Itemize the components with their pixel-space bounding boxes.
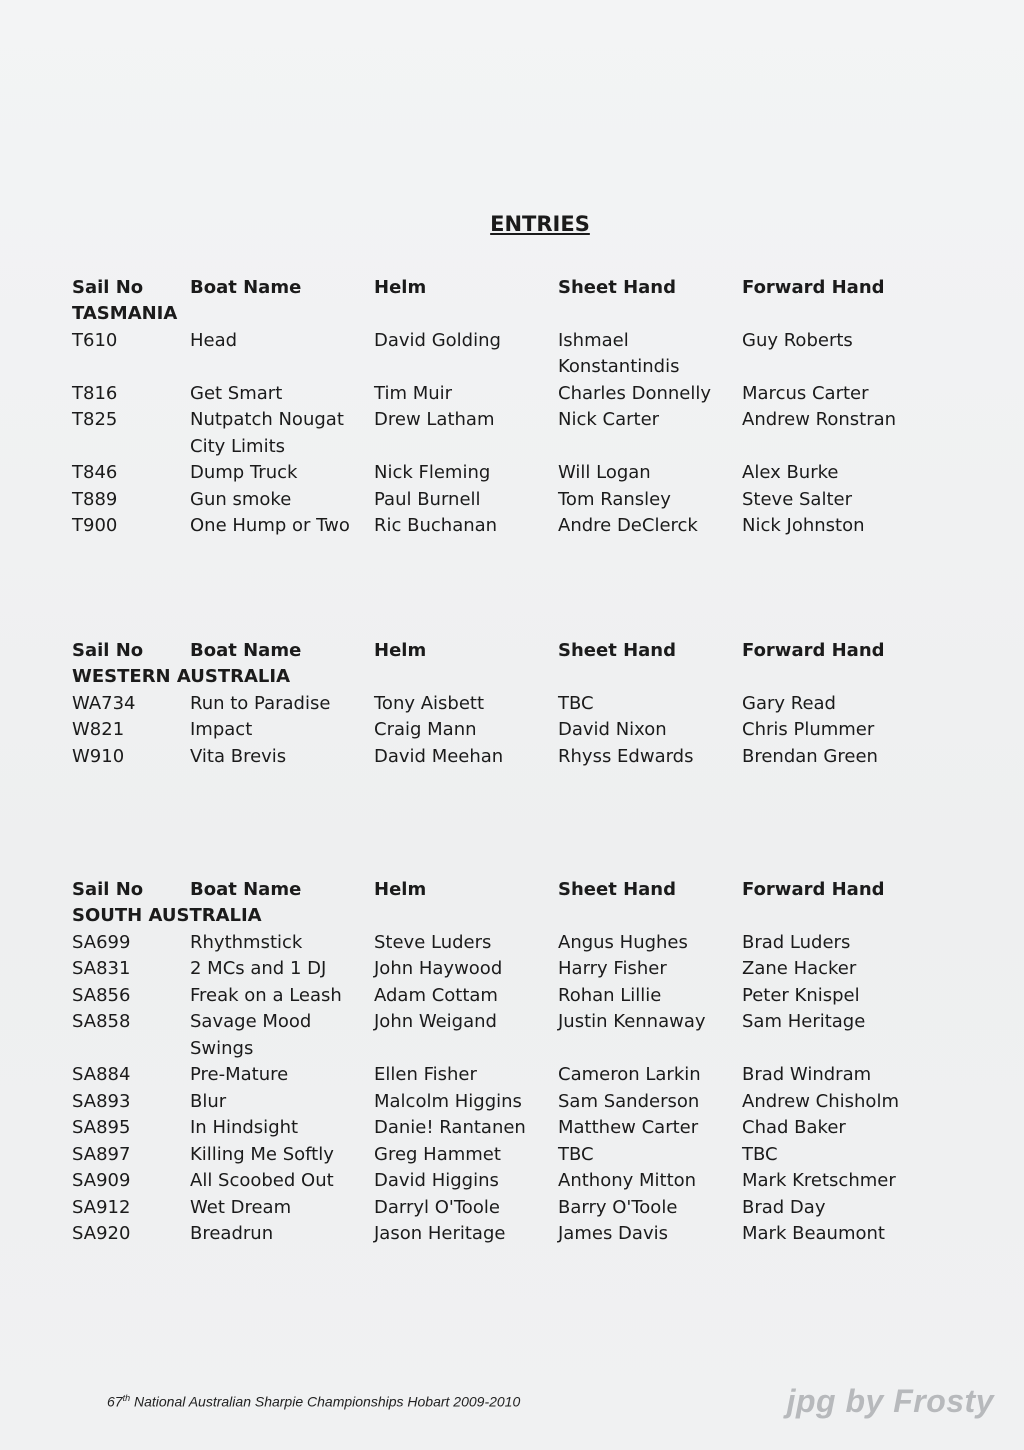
cell-boat bbox=[190, 460, 297, 487]
cell-forward bbox=[742, 1009, 865, 1036]
cell-line: T816 bbox=[72, 382, 118, 404]
cell-line: Run to Paradise bbox=[190, 692, 331, 714]
cell-line: SA909 bbox=[72, 1170, 131, 1191]
column-header-sail-no: Sail No bbox=[72, 640, 144, 661]
cell-boat bbox=[190, 513, 350, 540]
cell-sail bbox=[72, 1195, 130, 1222]
column-header-helm: Helm bbox=[374, 640, 427, 661]
cell-helm bbox=[374, 956, 502, 983]
cell-line: John Weigand bbox=[374, 1011, 497, 1032]
cell-sail bbox=[72, 381, 117, 408]
cell-line: Marcus Carter bbox=[742, 382, 869, 404]
cell-line: Savage Mood bbox=[190, 1011, 312, 1032]
cell-sheet bbox=[558, 930, 688, 957]
watermark: jpg by Frosty bbox=[786, 1383, 994, 1419]
cell-line: Head bbox=[190, 329, 238, 351]
cell-line: W821 bbox=[72, 719, 125, 740]
cell-helm bbox=[374, 930, 491, 957]
cell-line: SA912 bbox=[72, 1196, 131, 1218]
cell-line: Blur bbox=[190, 1090, 227, 1112]
table-row bbox=[72, 744, 972, 771]
cell-sheet bbox=[558, 983, 661, 1010]
cell-helm bbox=[374, 381, 452, 408]
cell-sheet bbox=[558, 691, 594, 718]
cell-line: Nutpatch Nougat bbox=[190, 409, 344, 430]
cell-line: Angus Hughes bbox=[558, 931, 688, 953]
cell-helm bbox=[374, 983, 498, 1010]
cell-helm bbox=[374, 407, 494, 434]
cell-line: Nick Carter bbox=[558, 409, 660, 430]
cell-line: Brad Luders bbox=[742, 931, 851, 953]
cell-forward bbox=[742, 513, 865, 540]
cell-boat bbox=[190, 407, 344, 460]
cell-boat bbox=[190, 717, 252, 744]
cell-line: T889 bbox=[72, 488, 118, 510]
cell-sheet bbox=[558, 1009, 706, 1036]
cell-line: Peter Knispel bbox=[742, 984, 860, 1006]
cell-line: Tom Ransley bbox=[558, 488, 671, 510]
cell-line: Chad Baker bbox=[742, 1117, 846, 1138]
cell-forward bbox=[742, 1168, 896, 1195]
cell-sheet bbox=[558, 744, 693, 771]
cell-helm bbox=[374, 1142, 501, 1169]
cell-line: Gun smoke bbox=[190, 488, 292, 510]
cell-boat bbox=[190, 956, 326, 983]
cell-sheet bbox=[558, 487, 671, 514]
cell-sail bbox=[72, 956, 130, 983]
cell-forward bbox=[742, 1115, 846, 1142]
cell-line: Matthew Carter bbox=[558, 1117, 699, 1138]
cell-boat bbox=[190, 1009, 311, 1062]
cell-helm bbox=[374, 1195, 500, 1222]
cell-line: Cameron Larkin bbox=[558, 1064, 701, 1085]
cell-forward bbox=[742, 460, 838, 487]
cell-boat bbox=[190, 487, 291, 514]
cell-sheet bbox=[558, 328, 679, 381]
cell-sail bbox=[72, 328, 117, 355]
cell-line: Malcolm Higgins bbox=[374, 1090, 522, 1112]
cell-sheet bbox=[558, 513, 698, 540]
cell-line: W910 bbox=[72, 745, 125, 767]
cell-line: Tony Aisbett bbox=[374, 692, 485, 714]
column-header-boat-name: Boat Name bbox=[190, 879, 302, 900]
cell-boat bbox=[190, 1168, 334, 1195]
footer-caption bbox=[107, 1393, 520, 1410]
cell-line: TBC bbox=[558, 692, 594, 714]
footer-text: National Australian Sharpie Championships Hobart 2009-2010 bbox=[130, 1393, 521, 1410]
cell-line: Darryl O'Toole bbox=[374, 1196, 500, 1218]
cell-line: David Nixon bbox=[558, 719, 667, 740]
cell-line: Andrew Ronstran bbox=[742, 409, 897, 430]
cell-line: Charles Donnelly bbox=[558, 382, 711, 404]
cell-forward bbox=[742, 983, 860, 1010]
table-row bbox=[72, 983, 972, 1010]
column-header-forward-hand: Forward Hand bbox=[742, 277, 885, 298]
table-row bbox=[72, 1142, 972, 1169]
table-row bbox=[72, 1168, 972, 1195]
cell-forward bbox=[742, 1195, 825, 1222]
cell-line: T825 bbox=[72, 409, 118, 430]
cell-line: Ellen Fisher bbox=[374, 1064, 477, 1085]
cell-helm bbox=[374, 1062, 477, 1089]
cell-line: Danie! Rantanen bbox=[374, 1117, 526, 1138]
cell-line: WA734 bbox=[72, 692, 136, 714]
cell-sheet bbox=[558, 956, 667, 983]
cell-sheet bbox=[558, 460, 651, 487]
cell-sheet bbox=[558, 1195, 677, 1222]
column-header-boat-name: Boat Name bbox=[190, 277, 302, 298]
table-header-row bbox=[72, 638, 972, 664]
cell-line: David Higgins bbox=[374, 1170, 499, 1191]
column-header-forward-hand: Forward Hand bbox=[742, 640, 885, 661]
cell-helm bbox=[374, 691, 484, 718]
table-row bbox=[72, 460, 972, 487]
cell-helm bbox=[374, 1168, 499, 1195]
cell-boat bbox=[190, 1062, 288, 1089]
cell-line: Jason Heritage bbox=[374, 1223, 506, 1244]
cell-forward bbox=[742, 1221, 885, 1248]
cell-sheet bbox=[558, 1062, 701, 1089]
column-header-forward-hand: Forward Hand bbox=[742, 879, 885, 900]
cell-boat bbox=[190, 930, 302, 957]
cell-line: Breadrun bbox=[190, 1223, 274, 1244]
cell-sail bbox=[72, 513, 117, 540]
cell-line: T900 bbox=[72, 515, 118, 536]
table-row bbox=[72, 930, 972, 957]
cell-line: Sam Sanderson bbox=[558, 1090, 700, 1112]
cell-line: Brad Windram bbox=[742, 1064, 872, 1085]
cell-line: Konstantindis bbox=[558, 356, 680, 377]
cell-line: City Limits bbox=[190, 435, 286, 457]
region-heading: TASMANIA bbox=[72, 303, 178, 324]
column-header-sail-no: Sail No bbox=[72, 277, 144, 298]
cell-line: In Hindsight bbox=[190, 1117, 299, 1138]
cell-boat bbox=[190, 328, 237, 355]
cell-line: Mark Kretschmer bbox=[742, 1170, 896, 1191]
cell-line: T610 bbox=[72, 329, 118, 351]
cell-line: T846 bbox=[72, 462, 118, 483]
cell-helm bbox=[374, 513, 497, 540]
cell-line: Tim Muir bbox=[374, 382, 453, 404]
cell-helm bbox=[374, 1089, 522, 1116]
cell-sail bbox=[72, 717, 124, 744]
cell-boat bbox=[190, 1115, 298, 1142]
cell-line: SA858 bbox=[72, 1011, 131, 1032]
cell-line: David Meehan bbox=[374, 745, 504, 767]
cell-line: TBC bbox=[558, 1143, 594, 1165]
cell-line: SA897 bbox=[72, 1143, 131, 1165]
cell-line: Chris Plummer bbox=[742, 719, 875, 740]
cell-sail bbox=[72, 1142, 130, 1169]
cell-line: Craig Mann bbox=[374, 719, 477, 740]
column-header-sheet-hand: Sheet Hand bbox=[558, 879, 676, 900]
cell-line: Barry O'Toole bbox=[558, 1196, 678, 1218]
table-header-row bbox=[72, 275, 972, 301]
cell-line: SA884 bbox=[72, 1064, 131, 1085]
cell-sail bbox=[72, 691, 135, 718]
footer-ordinal-suffix: th bbox=[122, 1393, 131, 1403]
cell-sheet bbox=[558, 1221, 668, 1248]
cell-forward bbox=[742, 744, 878, 771]
cell-line: Nick Fleming bbox=[374, 462, 491, 483]
cell-boat bbox=[190, 1089, 226, 1116]
cell-sheet bbox=[558, 1089, 699, 1116]
cell-sail bbox=[72, 1089, 130, 1116]
region-heading: WESTERN AUSTRALIA bbox=[72, 666, 291, 687]
table-row bbox=[72, 1009, 972, 1062]
column-header-sheet-hand: Sheet Hand bbox=[558, 277, 676, 298]
cell-line: Nick Johnston bbox=[742, 515, 865, 536]
cell-line: SA699 bbox=[72, 931, 131, 953]
cell-line: David Golding bbox=[374, 329, 501, 351]
entries-section-south-australia bbox=[72, 877, 972, 1248]
cell-line: Vita Brevis bbox=[190, 745, 287, 767]
cell-line: Anthony Mitton bbox=[558, 1170, 697, 1191]
table-row bbox=[72, 381, 972, 408]
cell-forward bbox=[742, 1142, 778, 1169]
cell-sheet bbox=[558, 381, 711, 408]
cell-sail bbox=[72, 407, 117, 434]
cell-line: Steve Luders bbox=[374, 931, 492, 953]
cell-line: Dump Truck bbox=[190, 462, 298, 483]
cell-sail bbox=[72, 1062, 130, 1089]
table-row bbox=[72, 407, 972, 460]
column-header-helm: Helm bbox=[374, 879, 427, 900]
cell-line: Andre DeClerck bbox=[558, 515, 698, 536]
cell-line: John Haywood bbox=[374, 958, 503, 979]
cell-line: Alex Burke bbox=[742, 462, 839, 483]
cell-line: SA920 bbox=[72, 1223, 131, 1244]
cell-boat bbox=[190, 381, 282, 408]
cell-boat bbox=[190, 1221, 273, 1248]
footer-ordinal-number: 67 bbox=[107, 1393, 123, 1410]
cell-line: Ric Buchanan bbox=[374, 515, 498, 536]
cell-line: Gary Read bbox=[742, 692, 836, 714]
cell-forward bbox=[742, 328, 853, 355]
cell-boat bbox=[190, 691, 330, 718]
table-row bbox=[72, 1062, 972, 1089]
cell-sail bbox=[72, 1221, 130, 1248]
cell-boat bbox=[190, 1195, 291, 1222]
cell-line: Rhyss Edwards bbox=[558, 745, 694, 767]
table-row bbox=[72, 1115, 972, 1142]
cell-forward bbox=[742, 956, 856, 983]
cell-line: Pre-Mature bbox=[190, 1064, 289, 1085]
cell-sail bbox=[72, 930, 130, 957]
table-row bbox=[72, 1221, 972, 1248]
column-header-boat-name: Boat Name bbox=[190, 640, 302, 661]
cell-line: Harry Fisher bbox=[558, 958, 667, 979]
cell-sail bbox=[72, 1115, 130, 1142]
cell-boat bbox=[190, 983, 342, 1010]
cell-sail bbox=[72, 744, 124, 771]
cell-line: Ishmael bbox=[558, 329, 629, 351]
cell-boat bbox=[190, 1142, 334, 1169]
cell-line: TBC bbox=[742, 1143, 778, 1165]
cell-line: All Scoobed Out bbox=[190, 1170, 334, 1191]
cell-sail bbox=[72, 460, 117, 487]
column-header-sheet-hand: Sheet Hand bbox=[558, 640, 676, 661]
page-title: ENTRIES bbox=[490, 212, 590, 236]
cell-line: Sam Heritage bbox=[742, 1011, 866, 1032]
cell-sail bbox=[72, 487, 117, 514]
cell-line: Justin Kennaway bbox=[558, 1011, 706, 1032]
cell-line: Adam Cottam bbox=[374, 984, 498, 1006]
cell-line: Steve Salter bbox=[742, 488, 852, 510]
table-row bbox=[72, 487, 972, 514]
table-row bbox=[72, 717, 972, 744]
cell-line: Andrew Chisholm bbox=[742, 1090, 899, 1112]
cell-forward bbox=[742, 717, 874, 744]
cell-line: Will Logan bbox=[558, 462, 651, 483]
cell-sail bbox=[72, 1009, 130, 1036]
cell-line: Brendan Green bbox=[742, 745, 878, 767]
cell-line: Wet Dream bbox=[190, 1196, 292, 1218]
cell-sail bbox=[72, 1168, 130, 1195]
cell-forward bbox=[742, 691, 836, 718]
cell-line: James Davis bbox=[558, 1223, 668, 1244]
cell-line: One Hump or Two bbox=[190, 515, 350, 536]
cell-line: SA831 bbox=[72, 958, 131, 979]
cell-forward bbox=[742, 930, 850, 957]
cell-helm bbox=[374, 1115, 526, 1142]
cell-helm bbox=[374, 328, 501, 355]
cell-line: Impact bbox=[190, 719, 253, 740]
cell-forward bbox=[742, 1089, 899, 1116]
cell-line: 2 MCs and 1 DJ bbox=[190, 958, 327, 979]
cell-boat bbox=[190, 744, 286, 771]
cell-line: Swings bbox=[190, 1037, 254, 1059]
table-row bbox=[72, 1195, 972, 1222]
cell-forward bbox=[742, 1062, 871, 1089]
cell-helm bbox=[374, 487, 481, 514]
cell-line: SA895 bbox=[72, 1117, 131, 1138]
cell-line: Drew Latham bbox=[374, 409, 495, 430]
cell-helm bbox=[374, 744, 503, 771]
column-header-sail-no: Sail No bbox=[72, 879, 144, 900]
cell-line: Brad Day bbox=[742, 1196, 826, 1218]
cell-helm bbox=[374, 717, 477, 744]
cell-line: Freak on a Leash bbox=[190, 984, 342, 1006]
cell-helm bbox=[374, 460, 490, 487]
cell-helm bbox=[374, 1009, 497, 1036]
cell-forward bbox=[742, 407, 896, 434]
cell-helm bbox=[374, 1221, 505, 1248]
cell-line: Rhythmstick bbox=[190, 931, 303, 953]
cell-line: SA893 bbox=[72, 1090, 131, 1112]
column-header-helm: Helm bbox=[374, 277, 427, 298]
entries-section-western-australia bbox=[72, 638, 972, 770]
cell-line: Rohan Lillie bbox=[558, 984, 662, 1006]
cell-line: Get Smart bbox=[190, 382, 283, 404]
table-row bbox=[72, 956, 972, 983]
cell-line: Paul Burnell bbox=[374, 488, 481, 510]
cell-sheet bbox=[558, 1168, 696, 1195]
cell-line: Guy Roberts bbox=[742, 329, 853, 351]
entries-section-tasmania bbox=[72, 275, 972, 540]
cell-sheet bbox=[558, 1115, 698, 1142]
cell-sheet bbox=[558, 407, 659, 434]
cell-line: Killing Me Softly bbox=[190, 1143, 334, 1165]
table-row bbox=[72, 1089, 972, 1116]
table-row bbox=[72, 691, 972, 718]
cell-sail bbox=[72, 983, 130, 1010]
cell-sheet bbox=[558, 717, 667, 744]
table-row bbox=[72, 513, 972, 540]
cell-line: Mark Beaumont bbox=[742, 1223, 885, 1244]
region-heading: SOUTH AUSTRALIA bbox=[72, 905, 262, 926]
table-header-row bbox=[72, 877, 972, 903]
table-row bbox=[72, 328, 972, 381]
cell-sheet bbox=[558, 1142, 594, 1169]
cell-line: Greg Hammet bbox=[374, 1143, 501, 1165]
cell-forward bbox=[742, 381, 869, 408]
cell-line: SA856 bbox=[72, 984, 131, 1006]
cell-forward bbox=[742, 487, 852, 514]
cell-line: Zane Hacker bbox=[742, 958, 857, 979]
